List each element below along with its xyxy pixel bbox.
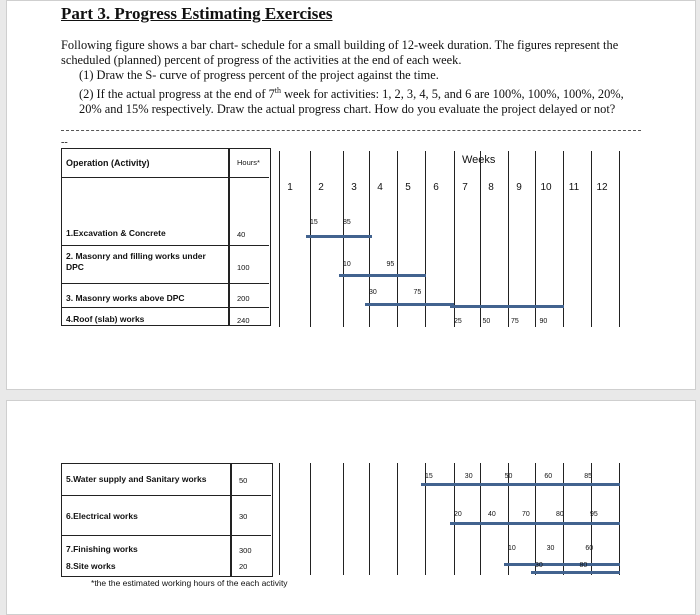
schedule-bar [531,571,620,574]
schedule-bar [339,274,426,277]
activity-label-6: 6.Electrical works [66,511,138,521]
week-number-label: 11 [568,182,580,193]
week-number-label: 2 [318,182,324,193]
activity-label-1: 1.Excavation & Concrete [66,228,166,238]
activity-label-8: 8.Site works [66,561,116,571]
document-page-2 [6,400,696,615]
week-grid-line-top [480,151,481,327]
percent-label: 50 [504,473,513,480]
task-2-prefix: (2) If the actual progress at the end of 7 [79,87,275,102]
percent-label: 95 [590,511,598,518]
schedule-bar [504,563,620,566]
dashed-separator [61,130,641,131]
week-number-label: 1 [287,182,293,193]
week-grid-line-bottom [619,463,620,575]
percent-label: 90 [539,318,548,325]
percent-label: 60 [585,545,594,552]
schedule-bar [365,303,454,306]
week-grid-line-bottom [310,463,311,575]
activity-hours-6: 30 [239,512,248,521]
activity-hours-7: 300 [239,546,252,555]
week-number-label: 8 [488,182,494,193]
week-number-label: 6 [433,182,439,193]
hours-column-box-2 [231,463,273,577]
percent-label: 30 [546,545,555,552]
percent-label: 10 [508,545,516,552]
activity-label-2: 2. Masonry and filling works under DPC [66,251,206,272]
percent-label: 30 [535,562,543,569]
activity-label-5: 5.Water supply and Sanitary works [66,474,207,484]
activity-hours-1: 40 [237,230,246,239]
row-divider-5 [61,495,271,496]
week-grid-line-top [310,151,311,327]
percent-label: 30 [464,473,473,480]
percent-label: 25 [454,318,462,325]
activity-hours-8: 20 [239,562,248,571]
week-grid-line-bottom [369,463,370,575]
page-title: Part 3. Progress Estimating Exercises [61,4,333,23]
problem-statement [61,38,646,117]
week-grid-line-bottom [397,463,398,575]
activity-label-7: 7.Finishing works [66,544,138,554]
operation-header: Operation (Activity) [66,158,150,168]
week-grid-line-top [563,151,564,327]
row-divider-6 [61,535,271,536]
task-2 [79,83,646,117]
weeks-header: Weeks [462,154,496,166]
week-grid-line-bottom [480,463,481,575]
week-number-label: 3 [351,182,357,193]
week-number-label: 10 [540,182,552,193]
week-grid-line-bottom [563,463,564,575]
dash-mark: -- [61,137,68,148]
week-grid-line-top [619,151,620,327]
percent-label: 80 [579,562,588,569]
percent-label: 85 [343,219,351,226]
hours-column-box [229,148,271,326]
week-number-label: 9 [516,182,522,193]
percent-label: 20 [454,511,462,518]
percent-label: 50 [482,318,491,325]
week-number-label: 12 [596,182,608,193]
schedule-bar [306,235,372,238]
percent-label: 70 [522,511,530,518]
percent-label: 80 [556,511,564,518]
percent-label: 40 [488,511,496,518]
percent-label: 85 [584,473,592,480]
week-grid-line-bottom [454,463,455,575]
week-grid-line-top [425,151,426,327]
week-grid-line-top [397,151,398,327]
activity-hours-2: 100 [237,263,250,272]
row-divider-3 [61,307,269,308]
intro-text: Following figure shows a bar chart- schedule for a small building of 12-week duration. The figures represent the scheduled (planned) percent of progress of the activities at the end of each week. [61,38,619,67]
activity-hours-3: 200 [237,294,250,303]
task-list [61,68,646,117]
week-number-label: 7 [462,182,468,193]
row-divider-2 [61,283,269,284]
activity-label-3: 3. Masonry works above DPC [66,293,185,303]
activity-label-4: 4.Roof (slab) works [66,314,145,324]
task-1: (1) Draw the S- curve of progress percent of the project against the time. [79,68,439,82]
week-grid-line-top [591,151,592,327]
week-grid-line-bottom [343,463,344,575]
footnote-mark: * [91,578,95,588]
percent-label: 10 [343,261,351,268]
task-2-superscript: th [274,86,281,95]
percent-label: 60 [544,473,553,480]
week-grid-line-bottom [279,463,280,575]
task-2-suffix: week for activities: 1, 2, 3, 4, 5, and 6 are 100%, 100%, 100%, 20%, 20% and 15% respectively. Draw the actual progress chart. How do you evaluate the project delayed or not? [79,87,624,117]
percent-label: 75 [511,318,519,325]
schedule-bar [450,522,620,525]
percent-label: 30 [369,289,377,296]
activity-hours-4: 240 [237,316,250,325]
week-grid-line-top [369,151,370,327]
hours-header: Hours* [237,158,260,167]
week-grid-line-top [343,151,344,327]
document-page-1 [6,0,696,390]
week-number-label: 5 [405,182,411,193]
week-grid-line-top [508,151,509,327]
week-grid-line-top [535,151,536,327]
schedule-bar [421,483,620,486]
week-grid-line-top [454,151,455,327]
percent-label: 15 [425,473,433,480]
row-divider-1 [61,245,269,246]
percent-label: 75 [413,289,422,296]
header-divider [61,177,269,178]
footnote-text: the the estimated working hours of the each activity [94,578,288,588]
percent-label: 95 [386,261,395,268]
week-grid-line-top [279,151,280,327]
footnote [91,578,288,588]
schedule-bar [450,305,564,308]
percent-label: 15 [310,219,318,226]
week-grid-line-bottom [535,463,536,575]
activity-hours-5: 50 [239,476,248,485]
week-number-label: 4 [377,182,383,193]
